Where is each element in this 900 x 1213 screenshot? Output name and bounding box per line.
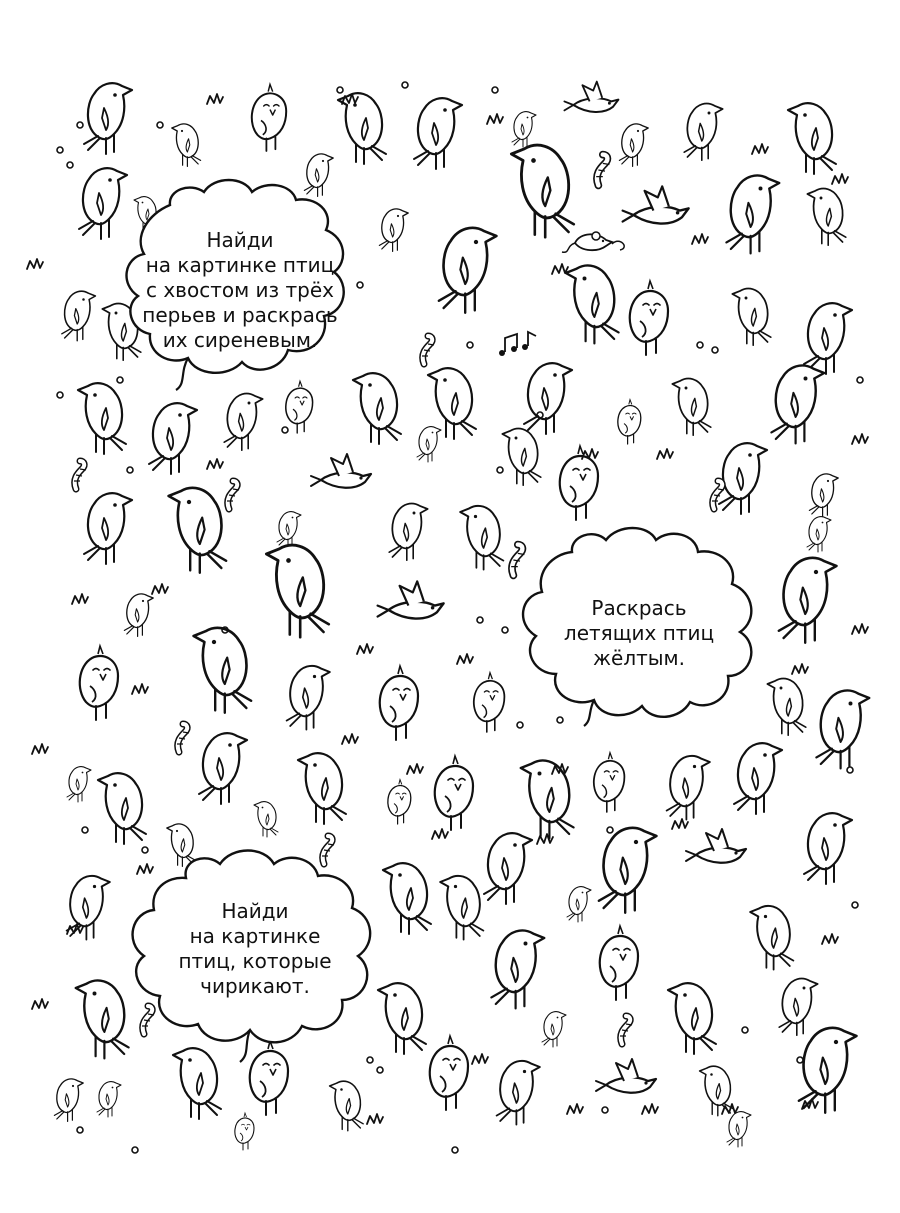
worm-icon [74,461,86,489]
bird-icon [80,646,118,720]
bird-icon [124,594,153,636]
bird-icon [684,104,722,161]
bird-icon [379,209,408,251]
dot-icon [157,122,163,128]
bird-icon [378,983,426,1054]
grass-tuft-icon [457,654,473,664]
bird-icon [779,558,837,643]
cloud-line: на картинке [189,924,321,948]
bird-icon [76,980,129,1058]
cloud-line: птиц, которые [178,949,332,973]
bird-icon [67,767,91,802]
grass-tuft-icon [832,174,848,184]
dot-icon [557,717,563,723]
bird-icon [807,189,845,246]
grass-tuft-icon [852,434,868,444]
bird-icon [97,1082,121,1117]
grass-tuft-icon [792,664,808,674]
worm-icon [227,481,239,509]
bird-icon [254,802,278,837]
dot-icon [132,1147,138,1153]
flying-bird-icon [596,1059,656,1093]
dot-icon [452,1147,458,1153]
bird-icon [560,446,598,520]
grass-tuft-icon [357,644,373,654]
bird-icon [84,83,132,154]
cloud-task-lilac-text [140,228,340,353]
dot-icon [142,847,148,853]
grass-tuft-icon [27,259,43,269]
cloud-task-yellow-text [544,596,734,671]
bird-icon [511,145,573,237]
grass-tuft-icon [642,1104,658,1114]
bird-icon [497,1061,540,1125]
dot-icon [282,427,288,433]
dot-icon [607,827,613,833]
grass-tuft-icon [367,1114,383,1124]
bird-icon [600,926,638,1000]
bird-icon [388,780,411,824]
bird-icon [439,228,497,313]
bird-icon [298,753,346,824]
bird-icon [78,383,126,454]
dot-icon [337,87,343,93]
grass-tuft-icon [152,584,168,594]
worm-icon [596,155,609,186]
bird-icon [804,813,852,884]
bird-icon [474,673,505,732]
bird-icon [767,679,805,736]
bird-icon [599,828,657,913]
grass-tuft-icon [207,459,223,469]
grass-tuft-icon [567,1104,583,1114]
bird-icon [668,983,716,1054]
bird-icon [54,1079,83,1121]
bird-icon [727,1112,751,1147]
flying-bird-icon [378,581,444,618]
bird-icon [286,381,313,433]
bird-icon [491,930,544,1008]
bird-icon [235,1113,254,1150]
bird-icon [199,733,247,804]
bird-icon [169,488,227,573]
bird-icon [542,1012,566,1047]
cloud-line: Раскрась [591,596,687,620]
dot-icon [117,377,123,383]
dot-icon [57,147,63,153]
bird-icon [79,168,127,239]
bird-icon [389,504,427,561]
music-note-icon [499,332,536,356]
bird-icon [173,1048,221,1119]
bird-icon [719,443,767,514]
cloud-task-chirp-text [150,899,360,999]
bird-icon [779,979,817,1036]
dot-icon [497,467,503,473]
worm-icon [712,481,724,509]
dot-icon [127,467,133,473]
dot-icon [367,1057,373,1063]
bird-icon [287,666,330,730]
bird-icon [502,429,540,486]
dot-icon [77,1127,83,1133]
dot-icon [742,1027,748,1033]
grass-tuft-icon [137,864,153,874]
bird-icon [524,363,572,434]
bird-icon [250,1041,288,1115]
bird-icon [672,379,710,436]
bird-icon [338,93,386,164]
bird-icon [440,876,483,940]
bird-icon [304,154,333,196]
grass-tuft-icon [132,684,148,694]
dot-icon [57,392,63,398]
cloud-line: с хвостом из трёх [145,278,335,302]
bird-icon [788,103,836,174]
dot-icon [797,1057,803,1063]
bird-icon [484,833,532,904]
bird-icon [149,403,197,474]
grass-tuft-icon [752,144,768,154]
bird-icon [732,289,770,346]
bird-icon [807,517,831,552]
dot-icon [77,122,83,128]
bird-icon [809,474,838,516]
bird-icon [667,756,710,820]
bird-icon [84,493,132,564]
worm-icon [142,1006,154,1034]
bird-icon [567,887,591,922]
bird-icon [619,124,648,166]
grass-tuft-icon [72,594,88,604]
grass-tuft-icon [852,624,868,634]
dot-icon [697,342,703,348]
grass-tuft-icon [342,734,358,744]
dot-icon [492,87,498,93]
grass-tuft-icon [552,264,568,274]
flying-bird-icon [311,454,371,488]
bird-icon [460,506,503,570]
bird-icon [224,394,262,451]
dot-icon [602,1107,608,1113]
bird-icon [734,743,782,814]
grass-tuft-icon [32,999,48,1009]
bird-icon [512,112,536,147]
bird-icon [804,303,852,374]
grass-tuft-icon [32,744,48,754]
bird-icon [771,365,824,443]
grass-tuft-icon [692,234,708,244]
dot-icon [467,342,473,348]
dot-icon [502,627,508,633]
bird-icon [750,906,793,970]
dot-icon [82,827,88,833]
bird-icon [98,773,146,844]
cloud-line: Найди [221,899,289,923]
bird-icon [417,427,441,462]
bird-icon [435,756,473,830]
cloud-line: жёлтым. [593,646,685,670]
flying-bird-icon [623,186,689,223]
bird-icon [167,824,196,866]
grass-tuft-icon [537,834,553,844]
bird-icon [630,281,668,355]
dot-icon [402,82,408,88]
dot-icon [377,1067,383,1073]
grass-tuft-icon [672,819,688,829]
cloud-line: летящих птиц [563,621,715,645]
cloud-line: на картинке птиц [145,253,335,277]
dot-icon [357,282,363,288]
bird-icon [618,400,641,444]
grass-tuft-icon [207,94,223,104]
bird-icon [383,863,431,934]
cloud-line: чирикают. [200,974,310,998]
dot-icon [517,722,523,728]
dot-icon [857,377,863,383]
bird-icon [799,1028,857,1113]
worm-icon [177,724,189,752]
bird-icon [566,265,619,343]
bird-icon [353,373,401,444]
grass-tuft-icon [657,449,673,459]
worm-icon [620,1016,632,1044]
cloud-line: перьев и раскрась [142,303,338,327]
bird-icon [62,291,96,341]
dot-icon [712,347,718,353]
grass-tuft-icon [432,829,448,839]
grass-tuft-icon [487,114,503,124]
bird-icon [816,690,869,768]
bird-icon [414,98,462,169]
bird-icon [172,124,201,166]
mouse-icon [562,232,624,252]
worm-icon [511,545,524,576]
bird-icon [252,84,286,151]
bird-icon [266,545,328,637]
flying-bird-icon [564,82,618,112]
dot-icon [847,767,853,773]
bird-icon [380,666,418,740]
cloud-line: Найди [206,228,274,252]
bird-icon [430,1036,468,1110]
grass-tuft-icon [822,934,838,944]
grass-tuft-icon [722,1104,738,1114]
bird-icon [194,628,252,713]
bird-icon [726,175,779,253]
bird-icon [330,1081,364,1131]
grass-tuft-icon [472,1054,488,1064]
cloud-line: их сиреневым. [162,328,318,352]
flying-bird-icon [686,829,746,863]
bird-icon [277,512,301,547]
bird-icon [594,753,625,812]
bird-icon [700,1066,734,1116]
worm-icon [322,836,334,864]
dot-icon [67,162,73,168]
grass-tuft-icon [407,764,423,774]
dot-icon [477,617,483,623]
worm-icon [422,336,434,364]
dot-icon [852,902,858,908]
